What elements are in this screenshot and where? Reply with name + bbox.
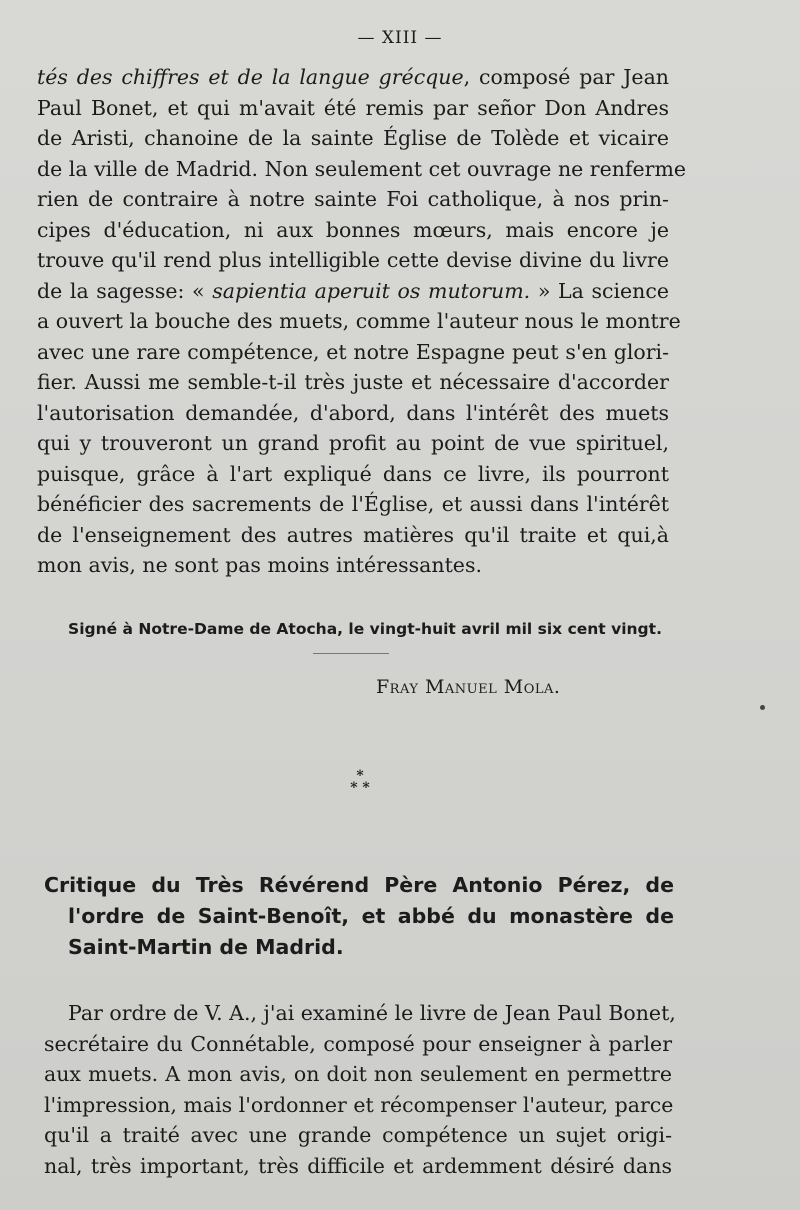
text-line: fier. Aussi me semble-t-il très juste et nécessaire d'accorder [37,370,669,394]
divider-rule [313,653,389,654]
text-line: tés des chiffres et de la langue grécque, composé par Jean [37,65,669,89]
author-signature: Fray Manuel Mola. [376,676,561,698]
text-line: cipes d'éducation, ni aux bonnes mœurs, mais encore je [37,217,669,242]
text-line: de Aristi, chanoine de la sainte Église de Tolède et vicaire [37,126,669,150]
text-line: l'impression, mais l'ordonner et récompenser l'auteur, parce [44,1092,674,1117]
approval-paragraph [37,62,687,581]
text-line: rien de contraire à notre sainte Foi catholique, à nos prin- [37,187,669,211]
text-line: qui y trouveront un grand profit au point de vue spirituel, [37,431,669,455]
text-line: puisque, grâce à l'art expliqué dans ce livre, ils pourront [37,461,669,486]
text-line: de la ville de Madrid. Non seulement cet ouvrage ne renferme [37,156,687,181]
heading-line: l'ordre de Saint-Benoît, et abbé du monastère de [68,904,674,928]
text-line: nal, très important, très difficile et ardemment désiré dans [44,1153,672,1178]
text-line: qu'il a traité avec une grande compétence un sujet origi- [44,1123,672,1147]
critique-paragraph [44,998,676,1181]
text-line: Paul Bonet, et qui m'avait été remis par señor Don Andres [37,95,669,120]
text-line: de l'enseignement des autres matières qu'il traite et qui,à [37,522,669,547]
section-heading [44,870,674,963]
page-number: — XIII — [357,28,443,48]
text-line: Par ordre de V. A., j'ai examiné le livre de Jean Paul Bonet, [68,1001,676,1025]
text-line: trouve qu'il rend plus intelligible cette devise divine du livre [37,248,669,272]
asterism-bottom: * * [350,780,370,796]
heading-line: Critique du Très Révérend Père Antonio Pérez, de [44,873,674,897]
text-line: de la sagesse: « sapientia aperuit os mutorum. » La science [37,278,669,303]
text-line: mon avis, ne sont pas moins intéressantes. [37,553,482,577]
asterism-top: * [356,768,364,784]
text-line: a ouvert la bouche des muets, comme l'auteur nous le montre [37,309,681,333]
heading-line: Saint-Martin de Madrid. [68,935,344,959]
ink-dot [760,705,765,710]
signed-line: Signé à Notre-Dame de Atocha, le vingt-huit avril mil six cent vingt. [68,620,662,638]
italic-title: tés des chiffres et de la langue grécque [37,65,464,89]
text-line: secrétaire du Connétable, composé pour enseigner à parler [44,1031,672,1056]
text-line: aux muets. A mon avis, on doit non seulement en permettre [44,1062,672,1086]
latin-quote: sapientia aperuit os mutorum. [212,278,531,303]
asterism [0,770,720,794]
text-line: bénéficier des sacrements de l'Église, et aussi dans l'intérêt [37,492,669,516]
text-line: avec une rare compétence, et notre Espagne peut s'en glori- [37,339,669,364]
text-line: l'autorisation demandée, d'abord, dans l'intérêt des muets [37,400,669,425]
